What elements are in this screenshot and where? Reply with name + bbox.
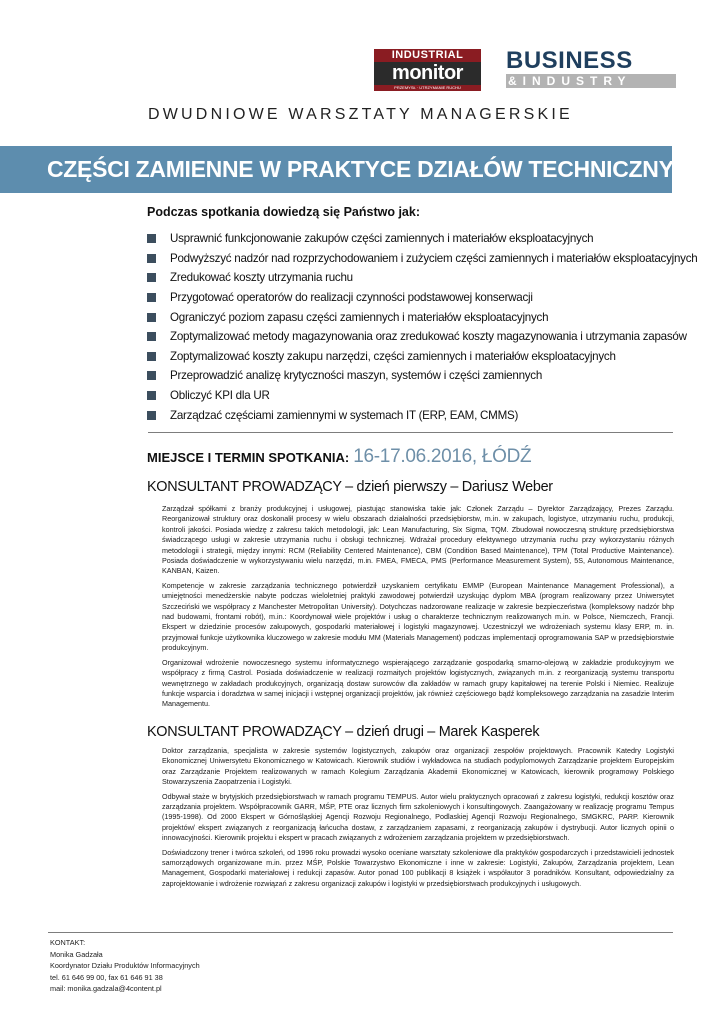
square-bullet-icon [147,273,156,282]
meeting-date-location: 16-17.06.2016, ŁÓDŹ [353,446,532,467]
workshop-type: DWUDNIOWE WARSZTATY MANAGERSKIE [148,106,573,123]
list-item-text: Usprawnić funkcjonowanie zakupów części zamiennych i materiałów eksploatacyjnych [170,232,594,246]
list-item [147,386,677,406]
square-bullet-icon [147,371,156,380]
business-industry-logo [506,49,676,89]
consultant-2-bio [162,746,674,893]
list-item [147,366,677,386]
bio-paragraph: Odbywał staże w brytyjskich przedsiębiorstwach w ramach programu TEMPUS. Autor wielu praktycznych opracowań z zakresu logistyki, redukcji kosztów oraz zarządzania projektem. Współpracownik GARR, MŚP, PTE oraz licznych firm szkoleniowych i konsultingowych. Zaangażowany w realizację programu Tempus (1995-1998). Od 2000 Ekspert w Górnośląskiej Agencji Rozwoju Regionalnego, Podlaskiej Agencji Rozwoju Regionalnego, SMGKRC, PARP. Kierownik projektów/ ekspert związanych z reorganizacją łańcucha dostaw, z zarządzaniem zapasami, z reorganizacją zakupów i dystrybucji. Autor licznych opinii o innowacyjności. Kierownik projektu i ekspert w pracach związanych z wdrożeniem zarządzania projektem w przedsiębiorstwach. [162,791,674,843]
consultant-1-heading: KONSULTANT PROWADZĄCY – dzień pierwszy – Dariusz Weber [147,479,553,495]
list-item-text: Przeprowadzić analizę krytyczności maszyn, systemów i części zamiennych [170,369,543,383]
bio-paragraph: Doktor zarządzania, specjalista w zakresie systemów logistycznych, zakupów oraz organizacji zespołów projektowych. Pracownik Katedry Logistyki Ekonomicznej Uniwersytetu Ekonomicznego w Katowicach. Kierownik studiów i wykładowca na studiach podyplomowych Zarządzanie projektem Europejskim oraz Zarządzanie Projektem realizowanych w ramach Kolegium Zarządzania Akademii Ekonomicznej w Katowicach, kierownik programowy Polskiego Stowarzyszenia Zaopatrzenia i Logistyki. [162,746,674,787]
contact-phone: tel. 61 646 99 00, fax 61 646 91 38 [50,972,163,982]
bio-paragraph: Kompetencje w zakresie zarządzania technicznego potwierdził uzyskaniem certyfikatu EMMP (European Maintenance Management Professional), a umiejętności menedżerskie nabyte podczas wieloletniej praktyki zawodowej potwierdził uzyskując dyplom MBA (program realizowany przez Uniwersytet Szczeciński we współpracy z Manchester Metropolitan University). Dotychczas nadzorowane realizacje w zakresie bezpieczeństwa (kompleksowy nadzór bhp nad budowami, frontami robót), m.in.: Koordynował wiele projektów i usług o charakterze technicznym realizowanych m.in. w Polsce, Niemczech, Francji. Ekspert w dziedzinie procesów zakupowych, gospodarki materiałowej i logistyki magazynowej. Uczestniczył we wdrożeniach systemu klasy ERP, m. in. przyjmował funkcje użytkownika kluczowego w zakresie modułu MM (Materials Management) podczas implementacji oprogramowania SAP w przedsiębiorstwie produkcyjnym. [162,580,674,653]
square-bullet-icon [147,352,156,361]
industrial-monitor-logo [374,49,481,91]
square-bullet-icon [147,391,156,400]
list-item-text: Zoptymalizować koszty zakupu narzędzi, części zamiennych i materiałów eksploatacyjnych [170,349,616,363]
list-item [147,288,677,308]
main-title: CZĘŚCI ZAMIENNE W PRAKTYCE DZIAŁÓW TECHNICZNYCH [47,156,707,182]
list-item-text: Obliczyć KPI dla UR [170,389,270,403]
contact-block [50,937,200,995]
contact-name: Monika Gadzała [50,949,103,959]
square-bullet-icon [147,411,156,420]
list-item-text: Zoptymalizować metody magazynowania oraz zredukować koszty magazynowania i utrzymania zapasów [170,330,687,344]
consultant-1-bio [162,504,674,714]
logo-bi-top: BUSINESS [506,47,633,74]
title-banner [0,146,707,193]
logo-im-main: monitor [374,62,481,85]
contact-email: mail: monika.gadzala@4content.pl [50,984,162,994]
contact-label: KONTAKT: [50,938,86,947]
list-item [147,268,677,288]
square-bullet-icon [147,293,156,302]
list-item-text: Ograniczyć poziom zapasu części zamiennych i materiałów eksploatacyjnych [170,310,549,324]
square-bullet-icon [147,254,156,263]
logo-im-sub: PRZEMYSŁ · UTRZYMANIE RUCHU [374,85,481,91]
list-item-text: Podwyższyć nadzór nad rozprzychodowaniem i zużyciem części zamiennych i materiałów eksploatacyjnych [170,251,698,265]
benefits-list [147,229,698,425]
list-item [147,307,677,327]
list-item-text: Przygotować operatorów do realizacji czynności podstawowej konserwacji [170,291,533,305]
divider [148,432,673,433]
square-bullet-icon [147,313,156,322]
contact-role: Koordynator Działu Produktów Informacyjnych [50,961,200,971]
list-item [147,249,698,269]
logo-bi-bottom: &INDUSTRY [506,74,676,88]
bio-paragraph: Organizował wdrożenie nowoczesnego systemu informatycznego wspierającego zarządzanie gospodarką smarno-olejową w zakładzie produkcyjnym we współpracy z firmą Castrol. Posiada doświadczenie w realizacji rozmaitych projektów logistycznych, związanych m.in. z reorganizacją systemu transportu wewnętrznego w zakładach produkcyjnych, organizacją dostaw surowców dla zakładów w ramach grupy kapitałowej na terenie Polski i Niemiec. Realizuje funkcje wsparcia i doradztwa w samej inicjacji i wstępnej organizacji projektów, jak również częściowego bądź kompleksowego zarządzania na zasadzie Interim Managementu. [162,657,674,709]
list-item-text: Zarządzać częściami zamiennymi w systemach IT (ERP, EAM, CMMS) [170,408,519,422]
logo-im-top: INDUSTRIAL [374,49,481,62]
footer-divider [48,932,673,933]
list-item-text: Zredukować koszty utrzymania ruchu [170,271,353,285]
square-bullet-icon [147,234,156,243]
consultant-2-heading: KONSULTANT PROWADZĄCY – dzień drugi – Marek Kasperek [147,724,540,740]
bio-paragraph: Doświadczony trener i twórca szkoleń, od 1996 roku prowadzi wysoko oceniane warsztaty szkoleniowe dla praktyków gospodarczych i przedstawicieli jednostek samorządowych organizowane m.in. przez MŚP, Polskie Towarzystwo Ekonomiczne i inne w zakresie: Logistyki, Zakupów, Zarządzania projektem, Lean Management, Gospodarki materiałowej i redukcji zapasów. Autor ponad 100 publikacji 8 książek i współautor 3 poradników. Konsultant, odpowiedzialny za zaprojektowanie i wdrożenie rozwiązań z zakresu organizacji zakupów i logistyki w przedsiębiorstwach produkcyjnych i usługowych. [162,847,674,888]
bio-paragraph: Zarządzał spółkami z branży produkcyjnej i usługowej, piastując stanowiska takie jak: Członek Zarządu – Dyrektor Zarządzający, Prezes Zarządu. Reorganizował struktury oraz doskonalił procesy w wielu obszarach działalności przedsiębiorstw, m.in. w zakupach, logistyce, utrzymaniu ruchu, produkcji, kontroli jakości. Posiada wiedzę z zakresu takich metodologii, jak: Lean Manufacturing, Six Sigma, TQM. Zbudował nowoczesną strukturę przedsiębiorstwa świadczącego usługi w zakresie utrzymania ruchu i obsługi technicznej. Wdrażał procedury efektywnego utrzymania ruchu przy wykorzystaniu różnych metodologii i strategii, między innymi: RCM (Reliability Centered Maintenance), CBM (Condition Based Maintenance), TPM (Total Productive Maintenance). Posiada doświadczenie w wykorzystywaniu wielu narzędzi, m.in. FMEA, FMECA, PMS (Performance Measurement System), 5S, Autonomous Maintenance, KANBAN, Kaizen. [162,504,674,576]
meeting-label: MIEJSCE I TERMIN SPOTKANIA: [147,450,350,465]
list-item [147,229,677,249]
list-item [147,405,677,425]
list-item [147,347,677,367]
intro-text: Podczas spotkania dowiedzą się Państwo jak: [147,205,420,219]
square-bullet-icon [147,332,156,341]
meeting-info [147,446,531,468]
list-item [147,327,687,347]
